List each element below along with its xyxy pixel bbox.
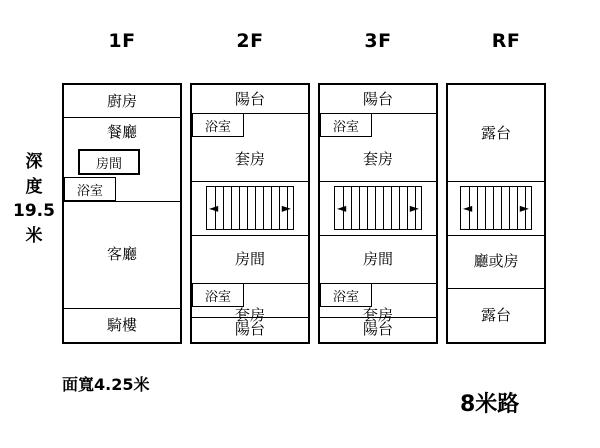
divider-rf-1 xyxy=(448,181,544,182)
stair-arrow-right-2f: ► xyxy=(281,201,291,215)
room-label-2f-balcony-bottom: 陽台 xyxy=(234,320,265,338)
room-label-rf-terrace-bottom: 露台 xyxy=(480,305,511,324)
room-label-3f-suite-top: 套房 xyxy=(362,149,393,168)
room-label-rf-hall-or-room: 廳或房 xyxy=(473,252,519,270)
stair-arrow-right-rf: ► xyxy=(519,201,529,215)
room-1f-bathroom xyxy=(64,177,116,201)
floor-title-3f: 3F xyxy=(364,30,392,52)
room-label-rf-terrace-top: 露台 xyxy=(480,123,511,142)
room-label-3f-suite-bottom: 套房 xyxy=(362,305,393,324)
room-label-1f-kitchen: 廚房 xyxy=(106,91,137,110)
room-label-1f-dining: 餐廳 xyxy=(106,122,137,141)
stair-arrow-left-3f: ◄ xyxy=(337,201,347,215)
room-label-2f-bathroom-bottom: 浴室 xyxy=(204,289,231,305)
floor-title-rf: RF xyxy=(491,30,521,52)
room-label-1f-bathroom: 浴室 xyxy=(76,183,103,199)
room-label-1f-bedroom: 房間 xyxy=(95,156,122,172)
room-label-3f-balcony-bottom: 陽台 xyxy=(362,320,393,338)
stairs-3f xyxy=(334,186,422,230)
room-label-1f-living: 客廳 xyxy=(106,245,137,263)
stairs-rf xyxy=(460,186,532,230)
room-1f-dining xyxy=(64,117,180,147)
stair-treads-3f xyxy=(335,187,421,229)
width-label: 面寬4.25米 xyxy=(62,375,150,394)
floor-plan-rf xyxy=(446,83,546,344)
depth-label xyxy=(8,150,60,249)
room-2f-bedroom xyxy=(192,235,308,283)
floor-plan-1f xyxy=(62,83,182,344)
room-1f-living xyxy=(64,201,180,308)
room-label-3f-bedroom: 房間 xyxy=(362,249,393,268)
road-label: 8米路 xyxy=(460,392,520,417)
room-rf-terrace-top xyxy=(448,85,544,181)
room-2f-balcony-top xyxy=(192,85,308,113)
stair-arrow-left-2f: ◄ xyxy=(209,201,219,215)
divider-3f-2 xyxy=(320,181,436,182)
stair-arrow-left-rf: ◄ xyxy=(463,201,473,215)
room-2f-suite-top xyxy=(192,137,308,181)
room-3f-bathroom-top xyxy=(320,113,372,137)
room-2f-balcony-bottom xyxy=(192,317,308,342)
stair-arrow-right-3f: ► xyxy=(409,201,419,215)
room-label-1f-arcade: 騎樓 xyxy=(106,315,137,334)
room-1f-kitchen xyxy=(64,85,180,117)
depth-label-line-4: 米 xyxy=(25,225,43,246)
depth-label-line-2: 度 xyxy=(25,176,43,197)
room-1f-arcade xyxy=(64,308,180,342)
room-label-2f-bathroom-top: 浴室 xyxy=(204,119,231,135)
stairs-2f xyxy=(206,186,294,230)
room-label-2f-suite-bottom: 套房 xyxy=(234,305,265,324)
room-2f-bathroom-top xyxy=(192,113,244,137)
room-3f-balcony-bottom xyxy=(320,317,436,342)
room-label-2f-suite-top: 套房 xyxy=(234,149,265,168)
floor-plan-3f xyxy=(318,83,438,344)
floor-title-1f: 1F xyxy=(108,30,136,52)
depth-label-line-1: 深 xyxy=(25,152,43,172)
room-1f-bedroom xyxy=(78,149,140,175)
room-3f-balcony-top xyxy=(320,85,436,113)
floor-title-2f: 2F xyxy=(236,30,264,52)
room-rf-terrace-bottom xyxy=(448,288,544,342)
stair-treads-2f xyxy=(207,187,293,229)
floor-plan-2f xyxy=(190,83,310,344)
room-label-3f-bathroom-bottom: 浴室 xyxy=(332,289,359,305)
room-label-3f-balcony-top: 陽台 xyxy=(362,89,393,108)
room-label-2f-balcony-top: 陽台 xyxy=(234,89,265,108)
room-label-2f-bedroom: 房間 xyxy=(234,249,265,268)
depth-label-line-3: 19.5 xyxy=(13,201,55,222)
room-label-3f-bathroom-top: 浴室 xyxy=(332,119,359,135)
room-rf-hall-or-room xyxy=(448,235,544,288)
divider-2f-2 xyxy=(192,181,308,182)
room-3f-bedroom xyxy=(320,235,436,283)
room-3f-suite-top xyxy=(320,137,436,181)
